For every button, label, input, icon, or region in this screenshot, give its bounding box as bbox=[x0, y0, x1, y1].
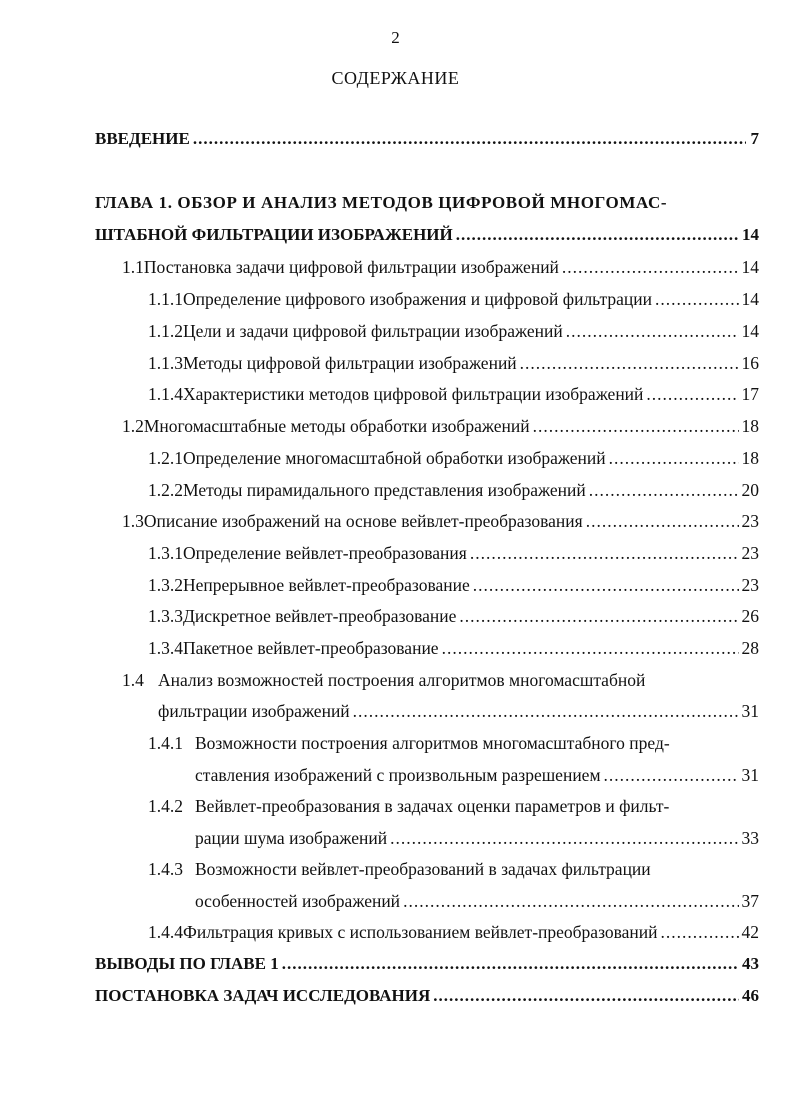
toc-entry-number: 1.1.4 bbox=[148, 384, 183, 404]
toc-entry-number: 1.3 bbox=[122, 511, 144, 531]
toc-entry-number: 1.3.2 bbox=[148, 575, 183, 595]
toc-entry-number: 1.4.2 bbox=[148, 796, 183, 816]
toc-entry-problem-statement[interactable] bbox=[95, 985, 759, 1007]
toc-entry-1-1-2[interactable] bbox=[148, 320, 759, 342]
toc-entry-title: Характеристики методов цифровой фильтрации изображений bbox=[183, 384, 644, 404]
toc-entry-number: 1.1.3 bbox=[148, 353, 183, 373]
toc-entry-number: 1.3.1 bbox=[148, 543, 183, 563]
toc-entry-title: Методы цифровой фильтрации изображений bbox=[183, 353, 517, 373]
toc-entry-page: 7 bbox=[750, 129, 759, 148]
toc-entry-page: 26 bbox=[741, 606, 759, 626]
toc-entry-number: 1.2 bbox=[122, 416, 144, 436]
toc-entry-number: 1.1.1 bbox=[148, 289, 183, 309]
toc-entry-page: 20 bbox=[741, 480, 759, 500]
toc-entry-page: 14 bbox=[741, 321, 759, 341]
toc-entry-1-4-3[interactable] bbox=[148, 858, 759, 880]
toc-entry-title: Фильтрация кривых с использованием вейвлет-преобразований bbox=[183, 922, 658, 942]
toc-entry-1-1-1[interactable] bbox=[148, 288, 759, 310]
toc-entry-page: 33 bbox=[741, 828, 759, 848]
toc-entry-page: 18 bbox=[741, 416, 759, 436]
toc-entry-page: 37 bbox=[741, 891, 759, 911]
toc-entry-title: Возможности вейвлет-преобразований в задачах фильтрации bbox=[195, 859, 651, 879]
toc-entry-1-3-1[interactable] bbox=[148, 542, 759, 564]
toc-entry-title: особенностей изображений bbox=[195, 891, 401, 911]
toc-entry-title: ШТАБНОЙ ФИЛЬТРАЦИИ ИЗОБРАЖЕНИЙ bbox=[95, 225, 453, 244]
toc-entry-title: Методы пирамидального представления изображений bbox=[183, 480, 586, 500]
toc-entry-title: ГЛАВА 1. ОБЗОР И АНАЛИЗ МЕТОДОВ ЦИФРОВОЙ МНОГОМАС- bbox=[95, 193, 668, 212]
page-number: 2 bbox=[391, 28, 400, 47]
toc-entry-page: 17 bbox=[741, 384, 759, 404]
toc-entry-number: 1.1 bbox=[122, 257, 144, 277]
toc-entry-number: 1.1.2 bbox=[148, 321, 183, 341]
toc-entry-1-2-1[interactable] bbox=[148, 447, 759, 469]
toc-entry-1-4-3-cont[interactable] bbox=[195, 890, 759, 912]
toc-entry-page: 23 bbox=[741, 575, 759, 595]
toc-entry-title: ВЫВОДЫ ПО ГЛАВЕ 1 bbox=[95, 954, 279, 973]
toc-entry-number: 1.4.4 bbox=[148, 922, 183, 942]
toc-entry-1-3-2[interactable] bbox=[148, 574, 759, 596]
toc-entry-title: Дискретное вейвлет-преобразование bbox=[183, 606, 457, 626]
toc-entry-title: рации шума изображений bbox=[195, 828, 388, 848]
toc-entry-title: ПОСТАНОВКА ЗАДАЧ ИССЛЕДОВАНИЯ bbox=[95, 986, 431, 1005]
toc-entry-1-3[interactable] bbox=[122, 510, 759, 532]
toc-entry-number: 1.4.3 bbox=[148, 859, 183, 879]
toc-entry-1-2-2[interactable] bbox=[148, 479, 759, 501]
toc-title: СОДЕРЖАНИЕ bbox=[331, 68, 460, 88]
toc-entry-title: фильтрации изображений bbox=[158, 701, 350, 721]
toc-entry-conclusions[interactable] bbox=[95, 953, 759, 975]
toc-entry-page: 16 bbox=[741, 353, 759, 373]
toc-entry-title: Анализ возможностей построения алгоритмов многомасштабной bbox=[158, 670, 646, 690]
toc-entry-number: 1.4.1 bbox=[148, 733, 183, 753]
toc-entry-number: 1.2.2 bbox=[148, 480, 183, 500]
toc-entry-page: 23 bbox=[741, 511, 759, 531]
toc-entry-page: 23 bbox=[741, 543, 759, 563]
toc-entry-page: 14 bbox=[741, 257, 759, 277]
toc-entry-1-2[interactable] bbox=[122, 415, 759, 437]
toc-entry-page: 14 bbox=[742, 225, 759, 244]
toc-entry-title: Многомасштабные методы обработки изображений bbox=[143, 416, 530, 436]
toc-entry-1-1-4[interactable] bbox=[148, 383, 759, 405]
toc-entry-1-4-1-cont[interactable] bbox=[195, 764, 759, 786]
toc-entry-number: 1.3.4 bbox=[148, 638, 183, 658]
toc-entry-introduction[interactable] bbox=[95, 128, 759, 150]
toc-entry-title: Пакетное вейвлет-преобразование bbox=[183, 638, 439, 658]
toc-entry-title: Вейвлет-преобразования в задачах оценки параметров и фильт- bbox=[195, 796, 670, 816]
toc-entry-number: 1.3.3 bbox=[148, 606, 183, 626]
toc-entry-title: Описание изображений на основе вейвлет-преобразования bbox=[143, 511, 583, 531]
toc-entry-1-3-4[interactable] bbox=[148, 637, 759, 659]
toc-entry-page: 18 bbox=[741, 448, 759, 468]
toc-entry-1-4-4[interactable] bbox=[148, 921, 759, 943]
toc-entry-page: 42 bbox=[741, 922, 759, 942]
toc-entry-number: 1.2.1 bbox=[148, 448, 183, 468]
toc-entry-title: Цели и задачи цифровой фильтрации изображений bbox=[183, 321, 563, 341]
toc-entry-title: Непрерывное вейвлет-преобразование bbox=[183, 575, 470, 595]
toc-entry-1-3-3[interactable] bbox=[148, 605, 759, 627]
toc-entry-1-4-2-cont[interactable] bbox=[195, 827, 759, 849]
toc-entry-page: 31 bbox=[741, 701, 759, 721]
toc-entry-number: 1.4 bbox=[122, 670, 144, 690]
toc-entry-1-4-1[interactable] bbox=[148, 732, 759, 754]
toc-entry-page: 46 bbox=[742, 986, 759, 1005]
toc-entry-title: Постановка задачи цифровой фильтрации изображений bbox=[143, 257, 559, 277]
toc-entry-1-4[interactable] bbox=[122, 669, 759, 691]
toc-entry-page: 28 bbox=[741, 638, 759, 658]
toc-entry-title: Определение многомасштабной обработки изображений bbox=[183, 448, 606, 468]
toc-entry-title: ВВЕДЕНИЕ bbox=[95, 129, 190, 148]
toc-entry-page: 31 bbox=[741, 765, 759, 785]
toc-entry-1-4-cont[interactable] bbox=[158, 700, 759, 722]
toc-entry-title: Определение вейвлет-преобразования bbox=[183, 543, 467, 563]
toc-entry-chapter-1[interactable] bbox=[95, 192, 759, 214]
toc-entry-title: Определение цифрового изображения и цифровой фильтрации bbox=[183, 289, 652, 309]
toc-entry-page: 14 bbox=[741, 289, 759, 309]
toc-entry-1-1[interactable] bbox=[122, 256, 759, 278]
toc-entry-1-4-2[interactable] bbox=[148, 795, 759, 817]
toc-entry-page: 43 bbox=[742, 954, 759, 973]
toc-entry-title: ставления изображений с произвольным разрешением bbox=[195, 765, 601, 785]
toc-entry-1-1-3[interactable] bbox=[148, 352, 759, 374]
toc-entry-title: Возможности построения алгоритмов многомасштабного пред- bbox=[195, 733, 670, 753]
toc-entry-chapter-1-cont[interactable] bbox=[95, 224, 759, 246]
